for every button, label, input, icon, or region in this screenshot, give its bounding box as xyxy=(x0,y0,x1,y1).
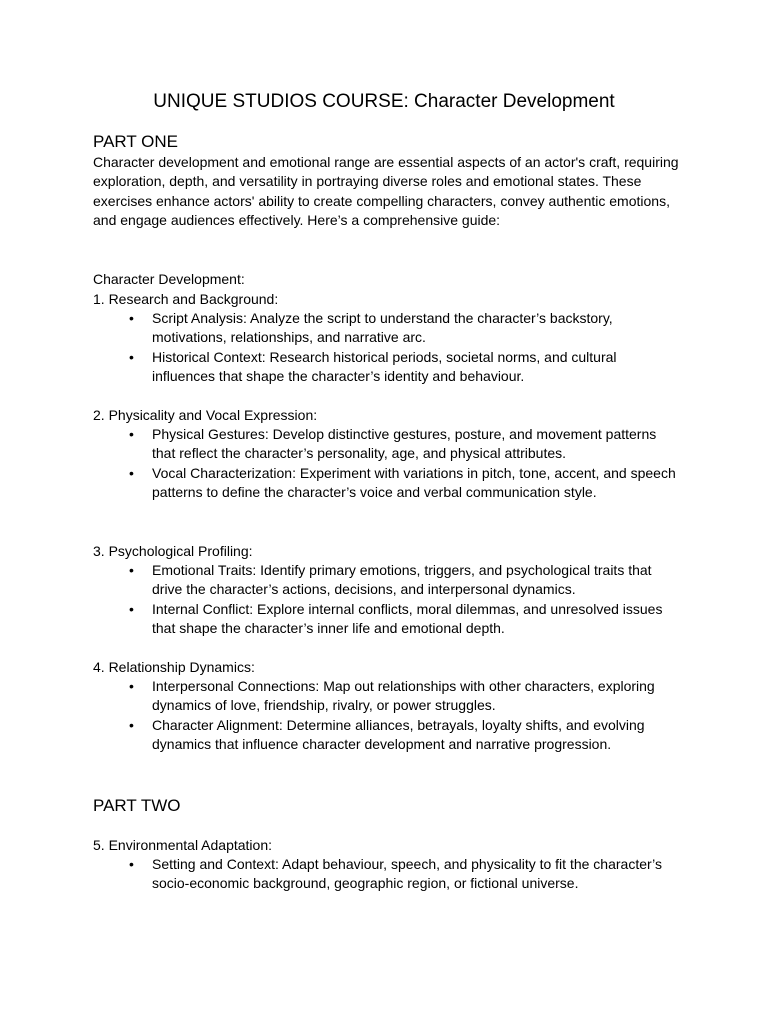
list-item xyxy=(93,561,683,600)
bullet-icon: • xyxy=(129,348,134,365)
bullet-list xyxy=(93,425,683,503)
item-term: Emotional Traits: xyxy=(152,562,257,578)
character-development-heading: Character Development: xyxy=(93,271,245,287)
list-item xyxy=(93,464,683,503)
item-text: Determine alliances, betrayals, loyalty shifts, and evolving dynamics that influence character development and narrative progression. xyxy=(152,716,645,753)
item-term: Vocal Characterization: xyxy=(152,464,296,481)
item-text: Experiment with variations in pitch, tone, accent, and speech patterns to define the character’s voice and verbal communication style. xyxy=(152,464,676,501)
bullet-list xyxy=(93,561,683,639)
bullet-list xyxy=(93,855,683,894)
list-item xyxy=(93,425,683,464)
bullet-icon: • xyxy=(129,600,134,617)
item-text: Explore internal conflicts, moral dilemmas, and unresolved issues that shape the character’s inner life and emotional depth. xyxy=(152,600,663,637)
item-text: Identify primary emotions, triggers, and psychological traits that drive the character’s actions, decisions, and interpersonal dynamics. xyxy=(152,562,652,598)
list-item xyxy=(93,600,683,639)
bullet-list xyxy=(93,677,683,755)
list-item xyxy=(93,348,683,387)
bullet-icon: • xyxy=(129,310,134,326)
bullet-icon: • xyxy=(129,426,134,442)
bullet-icon: • xyxy=(129,678,134,694)
document-title: UNIQUE STUDIOS COURSE: Character Development xyxy=(153,91,615,112)
section-heading: 5. Environmental Adaptation: xyxy=(93,837,273,853)
item-text: Research historical periods, societal norms, and cultural influences that shape the character’s identity and behaviour. xyxy=(152,348,617,385)
item-text: Adapt behaviour, speech, and physicality to fit the character’s socio-economic background, geographic region, or fictional universe. xyxy=(152,856,663,892)
item-text: Analyze the script to understand the character’s backstory, motivations, relationships, and narrative arc. xyxy=(152,310,613,346)
item-term: Internal Conflict: xyxy=(152,600,254,617)
item-term: Setting and Context: xyxy=(152,856,279,872)
item-term: Physical Gestures: xyxy=(152,426,269,442)
bullet-list xyxy=(93,309,683,387)
part-two-heading: PART TWO xyxy=(93,796,181,815)
list-item xyxy=(93,855,683,894)
list-item xyxy=(93,309,683,348)
bullet-icon: • xyxy=(129,856,134,872)
item-text: Map out relationships with other characters, exploring dynamics of love, friendship, rivalry, or power struggles. xyxy=(152,678,655,714)
item-term: Script Analysis: xyxy=(152,310,247,326)
item-term: Character Alignment: xyxy=(152,716,283,733)
item-term: Interpersonal Connections: xyxy=(152,678,320,694)
part-one-heading: PART ONE xyxy=(93,132,179,151)
section-heading: 3. Psychological Profiling: xyxy=(93,543,253,559)
list-item xyxy=(93,677,683,716)
section-heading: 4. Relationship Dynamics: xyxy=(93,659,255,675)
section-heading: 2. Physicality and Vocal Expression: xyxy=(93,407,318,423)
bullet-icon: • xyxy=(129,562,134,578)
section-heading: 1. Research and Background: xyxy=(93,291,279,307)
list-item xyxy=(93,716,683,755)
item-term: Historical Context: xyxy=(152,348,266,365)
bullet-icon: • xyxy=(129,716,134,733)
item-text: Develop distinctive gestures, posture, and movement patterns that reflect the character’s personality, age, and physical attributes. xyxy=(152,426,657,462)
bullet-icon: • xyxy=(129,464,134,481)
intro-paragraph: Character development and emotional range are essential aspects of an actor's craft, requiring exploration, depth, and versatility in portraying diverse roles and emotional states. These exercises enhance actors' ability to create compelling characters, convey authentic emotions, and engage audiences effectively. Here’s a comprehensive guide: xyxy=(93,154,679,229)
